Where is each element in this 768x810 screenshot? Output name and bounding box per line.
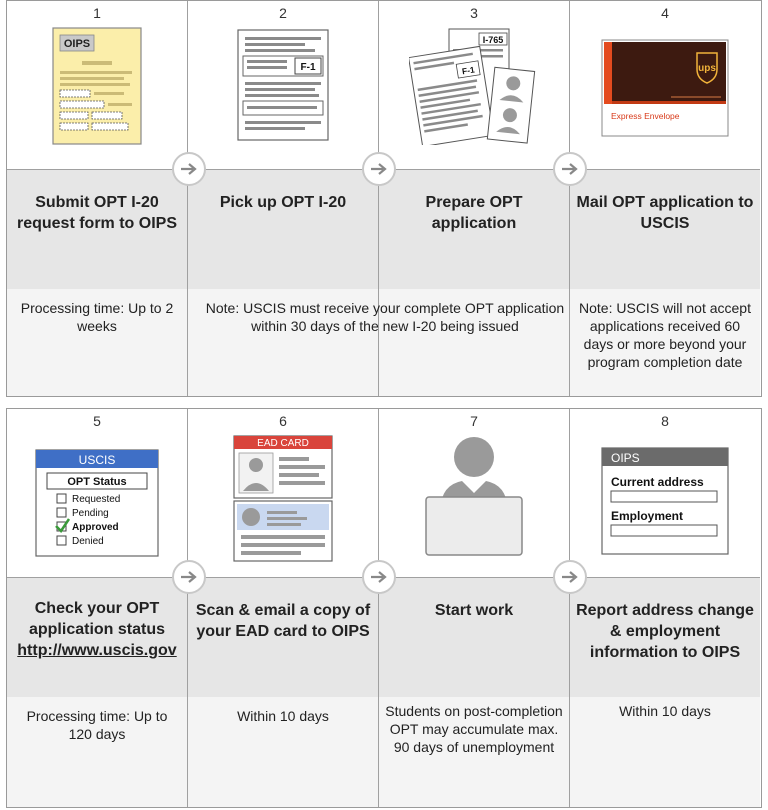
next-step-arrow-icon bbox=[172, 560, 206, 594]
opt-application-documents-icon bbox=[409, 25, 539, 145]
f1-label-small: F-1 bbox=[461, 64, 476, 77]
step-4 bbox=[570, 1, 760, 396]
step-note: Students on post-completion OPT may accumulate max. 90 days of unemployment bbox=[385, 703, 563, 755]
step-note: Within 10 days bbox=[619, 703, 711, 719]
step-title: Check your OPT application status bbox=[28, 600, 166, 638]
oips-form-label: OIPS bbox=[63, 38, 91, 50]
status-option: Requested bbox=[72, 494, 121, 505]
oips-address-form-icon bbox=[601, 447, 729, 555]
envelope-label: Express Envelope bbox=[611, 111, 680, 121]
step-number: 3 bbox=[470, 5, 478, 21]
next-step-arrow-icon bbox=[172, 152, 206, 186]
status-option: Approved bbox=[72, 522, 119, 533]
step-note: Processing time: Up to 120 days bbox=[26, 708, 168, 742]
step-1-title-band bbox=[7, 169, 187, 291]
next-step-arrow-icon bbox=[553, 560, 587, 594]
step-note: Note: USCIS will not accept applications received 60 days or more beyond your program completion date bbox=[579, 300, 751, 370]
step-title: Prepare OPT application bbox=[425, 194, 523, 232]
step-1-note-band bbox=[7, 289, 187, 396]
person-at-computer-icon bbox=[422, 435, 526, 557]
status-option: Denied bbox=[72, 536, 104, 547]
step-note: Processing time: Up to 2 weeks bbox=[20, 300, 174, 334]
step-title: Scan & email a copy of your EAD card to OIPS bbox=[195, 602, 371, 640]
row2-panel bbox=[6, 408, 762, 808]
uscis-status-check-icon bbox=[35, 449, 159, 557]
step-number: 5 bbox=[93, 413, 101, 429]
step-2 bbox=[188, 1, 379, 396]
step-3 bbox=[379, 1, 570, 396]
oips-request-form-icon bbox=[52, 27, 142, 145]
step-number: 4 bbox=[661, 5, 669, 21]
ead-card-icon bbox=[233, 435, 333, 563]
step-note: Within 10 days bbox=[237, 708, 329, 724]
step-number: 8 bbox=[661, 413, 669, 429]
step-5 bbox=[7, 409, 188, 807]
i20-document-icon bbox=[237, 29, 329, 141]
step-number: 6 bbox=[279, 413, 287, 429]
step-title: Submit OPT I-20 request form to OIPS bbox=[16, 194, 178, 232]
step-7 bbox=[379, 409, 570, 807]
employment-label: Employment bbox=[611, 509, 684, 523]
oips-header: OIPS bbox=[611, 451, 640, 465]
f1-label: F-1 bbox=[300, 62, 316, 73]
status-option: Pending bbox=[72, 508, 109, 519]
step-1-illustration-area bbox=[7, 1, 187, 169]
step-number: 2 bbox=[279, 5, 287, 21]
opt-status-label: OPT Status bbox=[67, 476, 127, 488]
step-title: Mail OPT application to USCIS bbox=[576, 194, 754, 232]
step-title: Report address change & employment information to OIPS bbox=[576, 602, 754, 661]
i765-label: I-765 bbox=[482, 35, 504, 45]
next-step-arrow-icon bbox=[362, 560, 396, 594]
step-1 bbox=[7, 1, 188, 396]
shared-note: Note: USCIS must receive your complete OPT application within 30 days of the new I-20 being issued bbox=[205, 300, 565, 334]
step-6 bbox=[188, 409, 379, 807]
next-step-arrow-icon bbox=[553, 152, 587, 186]
row1-panel bbox=[6, 0, 762, 397]
next-step-arrow-icon bbox=[362, 152, 396, 186]
step-title: Pick up OPT I-20 bbox=[219, 194, 347, 211]
step-title: Start work bbox=[434, 602, 514, 619]
step-number: 7 bbox=[470, 413, 478, 429]
uscis-header: USCIS bbox=[78, 453, 116, 467]
step-number: 1 bbox=[93, 5, 101, 21]
uscis-link[interactable]: http://www.uscis.gov bbox=[17, 642, 177, 659]
step-8 bbox=[570, 409, 760, 807]
current-address-label: Current address bbox=[611, 475, 704, 489]
ead-card-header: EAD CARD bbox=[257, 438, 309, 449]
ups-express-envelope-icon bbox=[601, 39, 729, 137]
ups-logo-label: ups bbox=[698, 63, 716, 74]
